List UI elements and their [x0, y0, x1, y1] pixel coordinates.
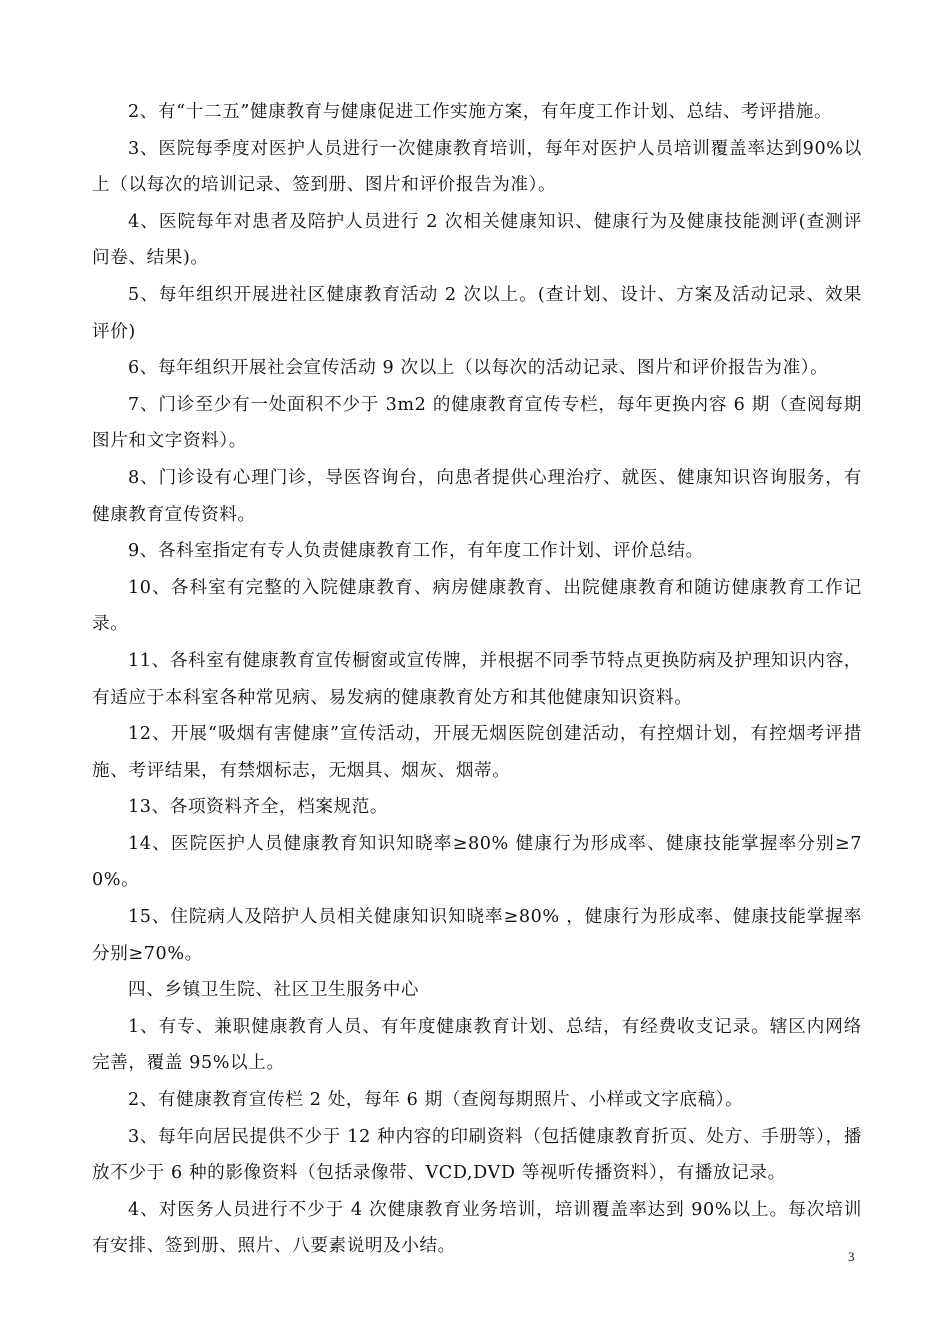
- page-number: 3: [848, 1249, 855, 1264]
- paragraph-item-9: 9、各科室指定有专人负责健康教育工作，有年度工作计划、评价总结。: [128, 541, 704, 562]
- section-heading-4: 四、乡镇卫生院、社区卫生服务中心: [128, 980, 420, 1001]
- paragraph-item-2: 2、有“十二五”健康教育与健康促进工作实施方案，有年度工作计划、总结、考评措施。: [128, 102, 833, 122]
- paragraph-item-4: 4、医院每年对患者及陪护人员进行 2 次相关健康知识、健康行为及健康技能测评(查测评问卷、结果)。: [92, 211, 862, 269]
- paragraph-item-11: 11、各科室有健康教育宣传橱窗或宣传牌，并根据不同季节特点更换防病及护理知识内容，有适应于本科室各种常见病、易发病的健康教育处方和其他健康知识资料。: [92, 650, 862, 708]
- paragraph-item-s4-2: 2、有健康教育宣传栏 2 处，每年 6 期（查阅每期照片、小样或文字底稿）。: [128, 1090, 744, 1111]
- paragraph-item-3: 3、医院每季度对医护人员进行一次健康教育培训，每年对医护人员培训覆盖率达到90%以上（以每次的培训记录、签到册、图片和评价报告为准）。: [92, 138, 862, 196]
- paragraph-item-14: 14、医院医护人员健康教育知识知晓率≥80% 健康行为形成率、健康技能掌握率分别≥70%。: [92, 833, 862, 891]
- paragraph-item-s4-4: 4、对医务人员进行不少于 4 次健康教育业务培训，培训覆盖率达到 90%以上。每次培训有安排、签到册、照片、八要素说明及小结。: [92, 1199, 862, 1257]
- paragraph-item-s4-3: 3、每年向居民提供不少于 12 种内容的印刷资料（包括健康教育折页、处方、手册等），播放不少于 6 种的影像资料（包括录像带、VCD,DVD 等视听传播资料），有播放记录。: [92, 1126, 862, 1184]
- paragraph-item-13: 13、各项资料齐全，档案规范。: [128, 797, 389, 818]
- paragraph-item-12: 12、开展“吸烟有害健康”宣传活动，开展无烟医院创建活动，有控烟计划，有控烟考评措施、考评结果，有禁烟标志，无烟具、烟灰、烟蒂。: [92, 724, 862, 781]
- paragraph-item-7: 7、门诊至少有一处面积不少于 3m2 的健康教育宣传专栏，每年更换内容 6 期（查阅每期图片和文字资料）。: [92, 394, 862, 452]
- paragraph-item-5: 5、每年组织开展进社区健康教育活动 2 次以上。(查计划、设计、方案及活动记录、效果评价): [92, 284, 862, 342]
- paragraph-item-s4-1: 1、有专、兼职健康教育人员、有年度健康教育计划、总结，有经费收支记录。辖区内网络完善，覆盖 95%以上。: [92, 1016, 862, 1074]
- paragraph-item-8: 8、门诊设有心理门诊，导医咨询台，向患者提供心理治疗、就医、健康知识咨询服务，有健康教育宣传资料。: [92, 467, 862, 525]
- paragraph-item-15: 15、住院病人及陪护人员相关健康知识知晓率≥80% ，健康行为形成率、健康技能掌握率分别≥70%。: [92, 907, 862, 964]
- paragraph-item-10: 10、各科室有完整的入院健康教育、病房健康教育、出院健康教育和随访健康教育工作记录。: [92, 577, 862, 635]
- document-body: [92, 94, 862, 1265]
- paragraph-item-6: 6、每年组织开展社会宣传活动 9 次以上（以每次的活动记录、图片和评价报告为准）。: [128, 358, 829, 379]
